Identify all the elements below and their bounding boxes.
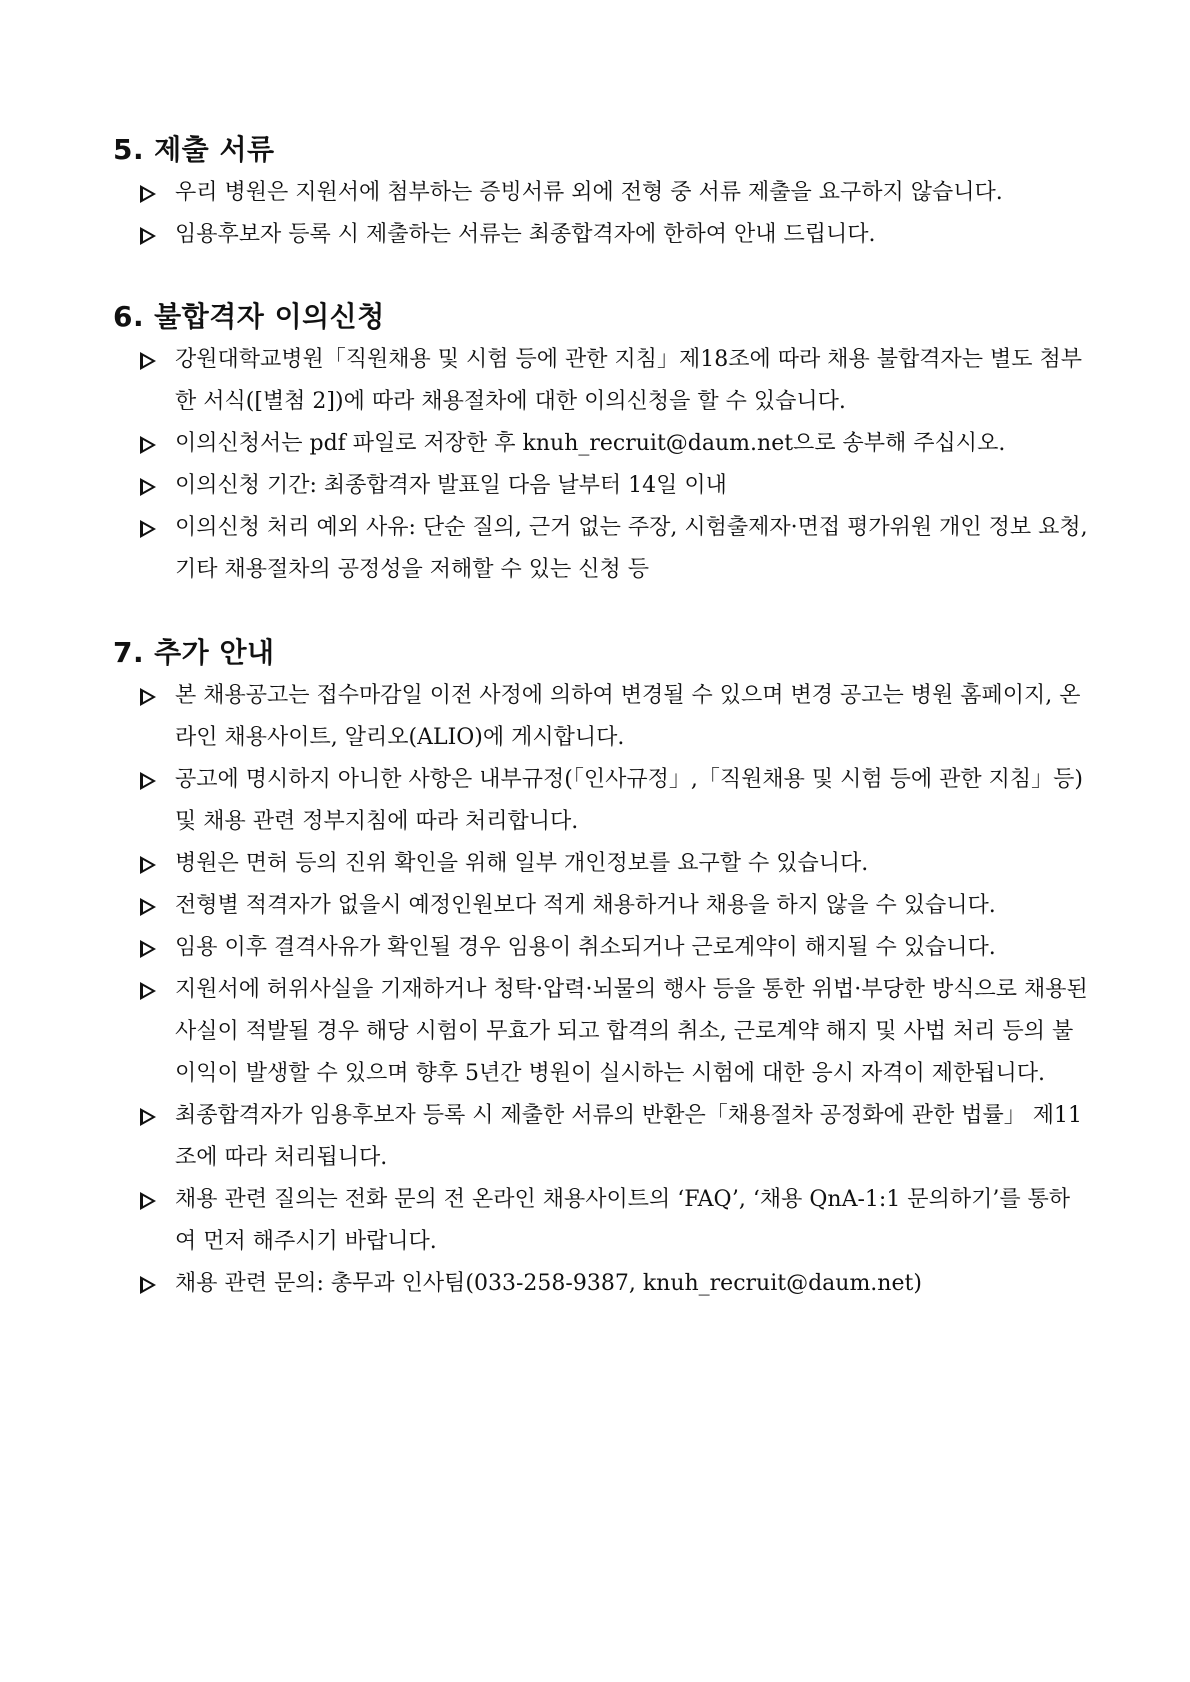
list-item (140, 1179, 1090, 1263)
section-item-list (140, 675, 1090, 1305)
item-text: 강원대학교병원「직원채용 및 시험 등에 관한 지침」제18조에 따라 채용 불합격자는 별도 첨부한 서식([별첨 2])에 따라 채용절차에 대한 이의신청을 할 수 있습니다. (175, 347, 1083, 414)
list-item (140, 1263, 1090, 1305)
triangle-bullet-icon (140, 352, 156, 370)
item-text: 우리 병원은 지원서에 첨부하는 증빙서류 외에 전형 중 서류 제출을 요구하지 않습니다. (175, 180, 1003, 205)
item-text: 병원은 면허 등의 진위 확인을 위해 일부 개인정보를 요구할 수 있습니다. (175, 851, 869, 876)
list-item (140, 507, 1090, 591)
triangle-bullet-icon (140, 772, 156, 790)
list-item (140, 843, 1090, 885)
triangle-bullet-icon (140, 227, 156, 245)
item-text: 이의신청 처리 예외 사유: 단순 질의, 근거 없는 주장, 시험출제자·면접 평가위원 개인 정보 요청, 기타 채용절차의 공정성을 저해할 수 있는 신청 등 (175, 515, 1088, 582)
triangle-bullet-icon (140, 940, 156, 958)
list-item (140, 885, 1090, 927)
section-title: 불합격자 이의신청 (154, 300, 385, 333)
list-item (140, 969, 1090, 1095)
list-item (140, 927, 1090, 969)
item-text: 공고에 명시하지 아니한 사항은 내부규정(「인사규정」,「직원채용 및 시험 등에 관한 지침」등) 및 채용 관련 정부지침에 따라 처리합니다. (175, 767, 1083, 834)
triangle-bullet-icon (140, 1276, 156, 1294)
list-item (140, 465, 1090, 507)
triangle-bullet-icon (140, 856, 156, 874)
list-item (140, 759, 1090, 843)
list-item (140, 214, 1090, 256)
triangle-bullet-icon (140, 520, 156, 538)
item-text: 임용후보자 등록 시 제출하는 서류는 최종합격자에 한하여 안내 드립니다. (175, 222, 876, 247)
section-title: 제출 서류 (154, 133, 275, 166)
section-heading (113, 133, 275, 167)
triangle-bullet-icon (140, 478, 156, 496)
item-text: 최종합격자가 임용후보자 등록 시 제출한 서류의 반환은「채용절차 공정화에 관한 법률」 제11조에 따라 처리됩니다. (175, 1103, 1083, 1170)
item-text: 전형별 적격자가 없을시 예정인원보다 적게 채용하거나 채용을 하지 않을 수 있습니다. (175, 893, 996, 918)
section-number: 7. (113, 636, 145, 669)
section-item-list (140, 339, 1090, 591)
triangle-bullet-icon (140, 185, 156, 203)
item-text: 본 채용공고는 접수마감일 이전 사정에 의하여 변경될 수 있으며 변경 공고는 병원 홈페이지, 온라인 채용사이트, 알리오(ALIO)에 게시합니다. (175, 683, 1081, 750)
section-heading (113, 636, 275, 670)
section-item-list (140, 172, 1090, 256)
triangle-bullet-icon (140, 1192, 156, 1210)
item-text: 임용 이후 결격사유가 확인될 경우 임용이 취소되거나 근로계약이 해지될 수 있습니다. (175, 935, 996, 960)
list-item (140, 423, 1090, 465)
item-text: 채용 관련 질의는 전화 문의 전 온라인 채용사이트의 ‘FAQ’, ‘채용 QnA-1:1 문의하기’를 통하여 먼저 해주시기 바랍니다. (175, 1187, 1071, 1254)
list-item (140, 339, 1090, 423)
section-heading (113, 300, 385, 334)
item-text: 이의신청서는 pdf 파일로 저장한 후 knuh_recruit@daum.net으로 송부해 주십시오. (175, 431, 1006, 456)
triangle-bullet-icon (140, 982, 156, 1000)
section-number: 5. (113, 133, 145, 166)
section-title: 추가 안내 (154, 636, 275, 669)
list-item (140, 675, 1090, 759)
triangle-bullet-icon (140, 898, 156, 916)
item-text: 채용 관련 문의: 총무과 인사팀(033-258-9387, knuh_recruit@daum.net) (175, 1271, 922, 1296)
triangle-bullet-icon (140, 688, 156, 706)
section-number: 6. (113, 300, 145, 333)
triangle-bullet-icon (140, 436, 156, 454)
list-item (140, 172, 1090, 214)
item-text: 지원서에 허위사실을 기재하거나 청탁·압력·뇌물의 행사 등을 통한 위법·부당한 방식으로 채용된 사실이 적발될 경우 해당 시험이 무효가 되고 합격의 취소, 근로계약 해지 및 사법 처리 등의 불이익이 발생할 수 있으며 향후 5년간 병원이 실시하는 시험에 대한 응시 자격이 제한됩니다. (175, 977, 1088, 1086)
list-item (140, 1095, 1090, 1179)
item-text: 이의신청 기간: 최종합격자 발표일 다음 날부터 14일 이내 (175, 473, 727, 498)
triangle-bullet-icon (140, 1108, 156, 1126)
